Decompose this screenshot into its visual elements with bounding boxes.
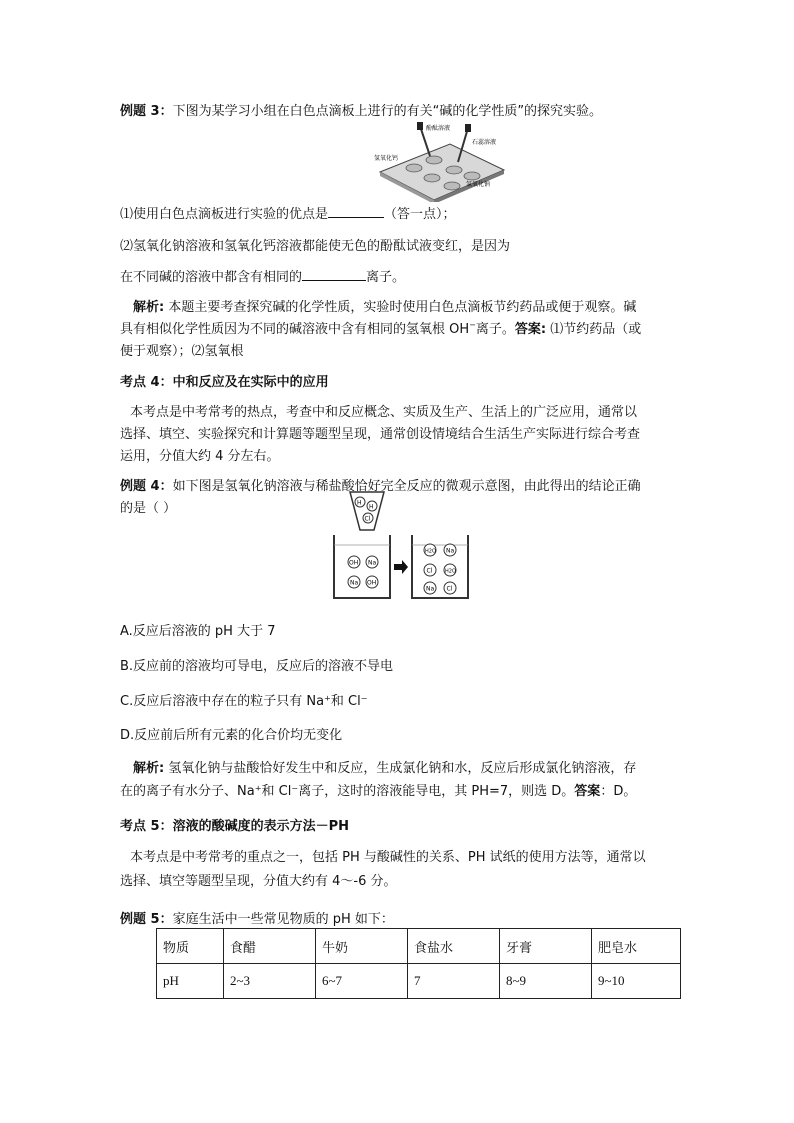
kp4-p3: 运用，分值大约 4 分左右。 [120,449,280,464]
neutralization-figure [330,490,472,602]
table-cell: 肥皂水 [592,929,681,964]
ex3-analysis-l3: 便于观察）；⑵氢氧根 [120,344,244,359]
ex4-option-d: D.反应前后所有元素的化合价均无变化 [120,728,343,743]
ex4-option-b: B.反应前的溶液均可导电，反应后的溶液不导电 [120,659,394,674]
ex4-option-c: C.反应后溶液中存在的粒子只有 Na⁺和 Cl⁻ [120,694,368,709]
svg-text:Cl: Cl [446,585,453,593]
table-cell: 牛奶 [316,929,408,964]
svg-text:Na: Na [446,547,455,555]
table-row [157,964,681,999]
svg-text:Cl: Cl [426,567,433,575]
ex4-q-line2: 的是（ ） [120,501,177,516]
well [444,182,460,190]
well [426,156,442,164]
table-cell: 8~9 [500,964,592,999]
svg-text:Na: Na [368,559,377,567]
label-phenol: 酚酞溶液 [426,125,451,132]
table-row [157,929,681,964]
table-cell: 食盐水 [408,929,500,964]
svg-text:OH: OH [349,559,359,567]
table-cell: pH [157,964,224,999]
table-cell: 6~7 [316,964,408,999]
table-cell: 7 [408,964,500,999]
table-cell: 2~3 [224,964,316,999]
ex4-analysis-l1: 解析: 氢氧化钠与盐酸恰好发生中和反应，生成氯化钠和水，反应后形成氯化钠溶液，存 [133,761,637,776]
ex4-analysis-l2: 在的离子有水分子、Na⁺和 Cl⁻离子，这时的溶液能导电，其 PH=7，则选 D。答案：D。 [120,784,637,799]
kp4-title: 考点 4：中和反应及在实际中的应用 [120,375,329,390]
ex5-question: 例题 5：家庭生活中一些常见物质的 pH 如下： [120,912,394,927]
ex3-label: 例题 3： [120,104,173,119]
svg-text:H: H [357,499,362,507]
svg-text:OH: OH [367,579,377,587]
kp5-p2: 选择、填空等题型呈现，分值大约有 4～-6 分。 [120,874,397,889]
ex3-q2-line2: 在不同碱的溶液中都含有相同的 离子。 [120,270,406,285]
ex4-q-line1: 例题 4：如下图是氢氧化钠溶液与稀盐酸恰好完全反应的微观示意图，由此得出的结论正确 [120,479,641,494]
kp4-p1: 本考点是中考常考的热点，考查中和反应概念、实质及生产、生活上的广泛应用，通常以 [130,405,638,420]
svg-text:Na: Na [426,585,435,593]
ex3-analysis-l1: 解析: 本题主要考查探究碱的化学性质，实验时使用白色点滴板节约药品或便于观察。碱 [133,300,637,315]
svg-text:Cl: Cl [364,515,371,523]
table-cell: 物质 [157,929,224,964]
well [406,164,422,172]
spot-plate-figure [372,122,512,202]
table-cell: 牙膏 [500,929,592,964]
ex3-question: 例题 3：下图为某学习小组在白色点滴板上进行的有关“碱的化学性质”的探究实验。 [120,104,603,119]
label-litmus: 石蕊溶液 [472,139,497,146]
well [446,166,462,174]
label-naoh: 氢氧化钠 [466,181,491,188]
label-caoh2: 氢氧化钙 [374,155,399,162]
ex3-q1: ⑴使用白色点滴板进行实验的优点是 （答一点）； [120,207,456,222]
kp4-p2: 选择、填空、实验探究和计算题等题型呈现，通常创设情境结合生活生产实际进行综合考查 [120,427,641,442]
svg-text:Na: Na [350,579,359,587]
answer-blank [328,205,384,218]
svg-text:H2O: H2O [425,548,436,555]
table-cell: 9~10 [592,964,681,999]
kp5-p1: 本考点是中考常考的重点之一，包括 PH 与酸碱性的关系、PH 试纸的使用方法等，通常以 [130,850,646,865]
ex3-analysis-l2: 具有相似化学性质因为不同的碱溶液中含有相同的氢氧根 OH−离子。答案: ⑴节约药品（或 [120,320,642,337]
answer-blank [302,268,366,281]
well [464,172,480,180]
kp5-title: 考点 5：溶液的酸碱度的表示方法－PH [120,819,349,834]
ph-table [156,928,681,999]
well [424,174,440,182]
ex4-option-a: A.反应后溶液的 pH 大于 7 [120,624,276,639]
table-cell: 食醋 [224,929,316,964]
svg-text:H: H [369,503,374,511]
svg-text:H2O: H2O [445,568,456,575]
ex3-q2-line1: ⑵氢氧化钠溶液和氢氧化钙溶液都能使无色的酚酞试液变红，是因为 [120,239,511,254]
